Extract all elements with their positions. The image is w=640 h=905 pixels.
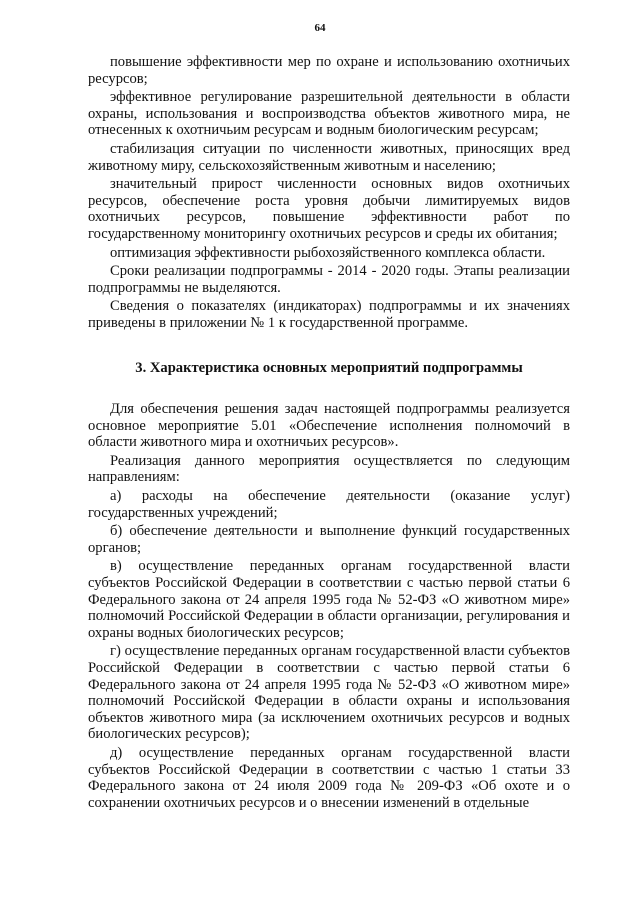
document-body bbox=[88, 54, 570, 811]
paragraph: повышение эффективности мер по охране и использованию охотничьих ресурсов; bbox=[88, 54, 570, 87]
list-item: д) осуществление переданных органам государственной власти субъектов Российской Федерации в соответствии с частью 1 статьи 33 Федерального закона от 24 июля 2009 года № 209-ФЗ «Об охоте и о сохранении охотничьих ресурсов и о внесении изменений в отдельные bbox=[88, 744, 570, 811]
paragraph: Для обеспечения решения задач настоящей подпрограммы реализуется основное мероприятие 5.01 «Обеспечение исполнения полномочий в области животного мира и охотничьих ресурсов». bbox=[88, 401, 570, 451]
list-item: а) расходы на обеспечение деятельности (оказание услуг) государственных учреждений; bbox=[88, 488, 570, 521]
list-item: б) обеспечение деятельности и выполнение функций государственных органов; bbox=[88, 523, 570, 556]
paragraph: Сведения о показателях (индикаторах) подпрограммы и их значениях приведены в приложении № 1 к государственной программе. bbox=[88, 298, 570, 331]
paragraph: оптимизация эффективности рыбохозяйственного комплекса области. bbox=[110, 244, 546, 261]
paragraph: Реализация данного мероприятия осуществляется по следующим направлениям: bbox=[88, 452, 570, 486]
paragraph: стабилизация ситуации по численности животных, приносящих вред животному миру, сельскохозяйственным животным и населению; bbox=[88, 140, 570, 174]
paragraph: Сроки реализации подпрограммы - 2014 - 2020 годы. Этапы реализации подпрограммы не выделяются. bbox=[88, 263, 570, 296]
page-number: 64 bbox=[314, 22, 326, 34]
paragraph: эффективное регулирование разрешительной деятельности в области охраны, использования и воспроизводства объектов животного мира, не отнесенных к охотничьим ресурсам и водным биологическим ресурсам; bbox=[88, 89, 570, 139]
list-item: г) осуществление переданных органам государственной власти субъектов Российской Федерации в соответствии с частью первой статьи 6 Федерального закона от 24 апреля 1995 года № 52-ФЗ «О животном мире» полномочий Российской Федерации в области охраны и использования объектов животного мира (за исключением охотничьих ресурсов и водных биологических ресурсов); bbox=[88, 643, 570, 743]
paragraph: значительный прирост численности основных видов охотничьих ресурсов, обеспечение роста уровня добычи лимитируемых видов охотничьих ресурсов, повышение эффективности работ по государственному мониторингу охотничьих ресурсов и среды их обитания; bbox=[88, 176, 570, 242]
section-heading: 3. Характеристика основных мероприятий подпрограммы bbox=[135, 359, 523, 376]
list-item: в) осуществление переданных органам государственной власти субъектов Российской Федерации в соответствии с частью первой статьи 6 Федерального закона от 24 апреля 1995 года № 52-ФЗ «О животном мире» полномочий Российской Федерации в области организации, регулирования и охраны водных биологических ресурсов; bbox=[88, 558, 570, 641]
